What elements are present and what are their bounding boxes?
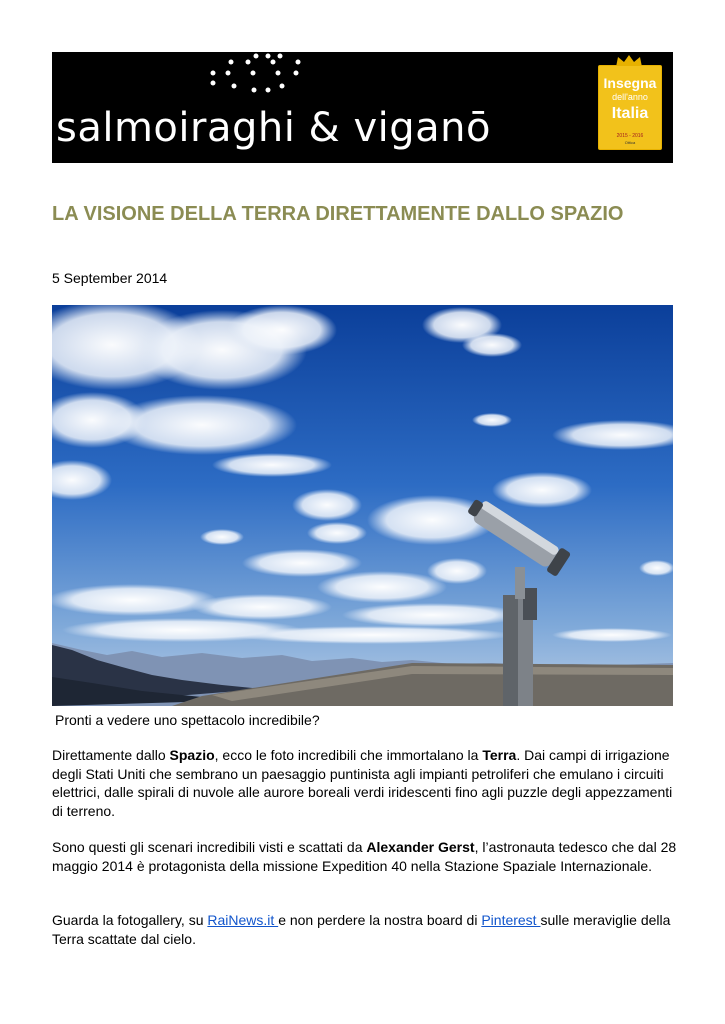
rainews-link[interactable]: RaiNews.it	[207, 912, 279, 928]
text: Guarda la fotogallery, su	[52, 912, 208, 928]
header-banner	[52, 52, 673, 163]
article-title: LA VISIONE DELLA TERRA DIRETTAMENTE DALLO SPAZIO	[52, 203, 624, 225]
article-date: 5 September 2014	[52, 270, 168, 286]
award-badge	[598, 65, 662, 150]
badge-line1: Insegna	[603, 75, 657, 91]
badge-years: 2015 - 2016	[616, 133, 644, 139]
text: sulle meraviglie della Terra scattate dal cielo.	[52, 912, 671, 947]
brand-name: salmoiraghi & viganō	[56, 105, 491, 151]
image-caption: Pronti a vedere uno spettacolo incredibile?	[55, 712, 320, 728]
bold-text: Alexander Gerst	[366, 839, 475, 855]
sky-telescope-photo	[52, 305, 673, 706]
article-paragraph-1	[52, 746, 677, 820]
bold-text: Spazio	[169, 747, 215, 763]
text: , ecco le foto incredibili che immortalano la	[214, 747, 483, 763]
badge-small: Ottica	[624, 140, 636, 145]
pinterest-link[interactable]: Pinterest	[481, 912, 541, 928]
text: , l’astronauta tedesco che dal 28 maggio 2014 è protagonista della missione Expedition 40 nella Stazione Spaziale Internazionale.	[52, 839, 677, 874]
text: Sono questi gli scenari incredibili visti e scattati da	[52, 839, 367, 855]
badge-line3: Italia	[611, 105, 649, 122]
article-paragraph-2	[52, 838, 677, 875]
hero-image	[52, 305, 673, 706]
text: . Dai campi di irrigazione degli Stati Uniti che sembrano un paesaggio puntinista agli impianti petroliferi che emulano i circuiti elettrici, dalle spirali di nuvole alle aurore boreali verdi iridescenti fino agli puzzle degli appezzamenti di terreno.	[52, 747, 673, 819]
article-paragraph-3	[52, 911, 677, 948]
bold-text: Terra	[482, 747, 517, 763]
text: Direttamente dallo	[52, 747, 170, 763]
badge-line2: dell'anno	[612, 92, 648, 102]
text: e non perdere la nostra board di	[278, 912, 482, 928]
